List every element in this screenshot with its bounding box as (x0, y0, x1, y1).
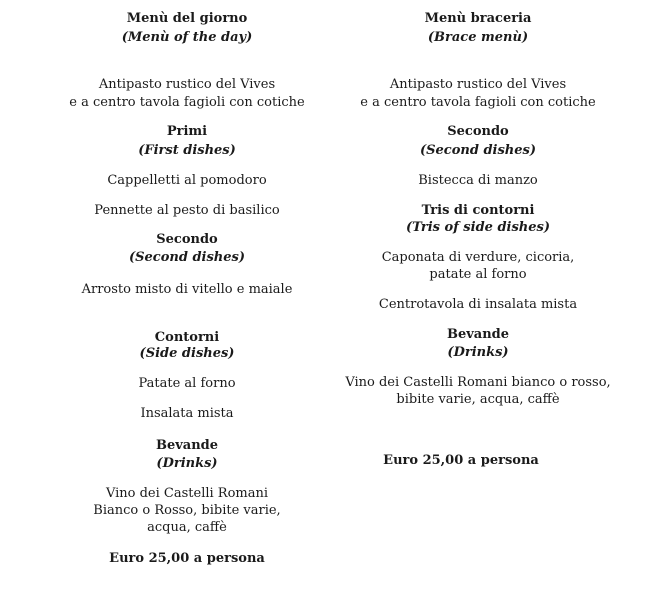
tris-heading-english: (Tris of side dishes) (406, 220, 550, 235)
antipasto-line-2: e a centro tavola fagioli con cotiche (69, 95, 305, 110)
bevande-heading-english: (Drinks) (447, 345, 509, 360)
bevande-line-1: Vino dei Castelli Romani (105, 486, 269, 501)
menu-title: Menù del giorno (126, 11, 248, 26)
contorni-heading-english: (Side dishes) (139, 346, 235, 361)
tris-heading: Tris di contorni (421, 203, 535, 218)
bevande-line-1: Vino dei Castelli Romani bianco o rosso, (345, 375, 611, 390)
contorni-heading: Contorni (154, 330, 220, 345)
price: Euro 25,00 a persona (109, 551, 265, 566)
menu-braceria-column (331, 0, 662, 600)
tris-line-2: patate al forno (429, 267, 527, 282)
price: Euro 25,00 a persona (383, 453, 539, 468)
menu-title: Menù braceria (424, 11, 532, 26)
bevande-heading: Bevande (446, 327, 510, 342)
secondo-heading-english: (Second dishes) (419, 143, 537, 158)
bevande-heading-english: (Drinks) (156, 456, 218, 471)
secondo-heading: Secondo (156, 232, 218, 247)
menu-title-english: (Menù of the day) (121, 30, 253, 45)
antipasto-line-1: Antipasto rustico del Vives (389, 77, 567, 92)
tris-line-3: Centrotavola di insalata mista (378, 297, 578, 312)
primi-heading-english: (First dishes) (138, 143, 236, 158)
primi-item: Cappelletti al pomodoro (107, 173, 267, 188)
secondo-item: Arrosto misto di vitello e maiale (81, 282, 293, 297)
antipasto-line-2: e a centro tavola fagioli con cotiche (360, 95, 596, 110)
menu-title-english: (Brace menù) (427, 30, 529, 45)
bevande-heading: Bevande (155, 438, 219, 453)
secondo-heading: Secondo (447, 124, 509, 139)
contorni-item: Patate al forno (138, 376, 236, 391)
contorni-item: Insalata mista (140, 406, 234, 421)
bevande-line-2: Bianco o Rosso, bibite varie, (93, 503, 281, 518)
bevande-line-3: acqua, caffè (147, 520, 227, 535)
bevande-line-2: bibite varie, acqua, caffè (396, 392, 560, 407)
primi-item: Pennette al pesto di basilico (94, 203, 280, 218)
antipasto-line-1: Antipasto rustico del Vives (98, 77, 276, 92)
tris-line-1: Caponata di verdure, cicoria, (381, 250, 575, 265)
secondo-item: Bistecca di manzo (418, 173, 538, 188)
secondo-heading-english: (Second dishes) (128, 250, 246, 265)
primi-heading: Primi (166, 124, 208, 139)
